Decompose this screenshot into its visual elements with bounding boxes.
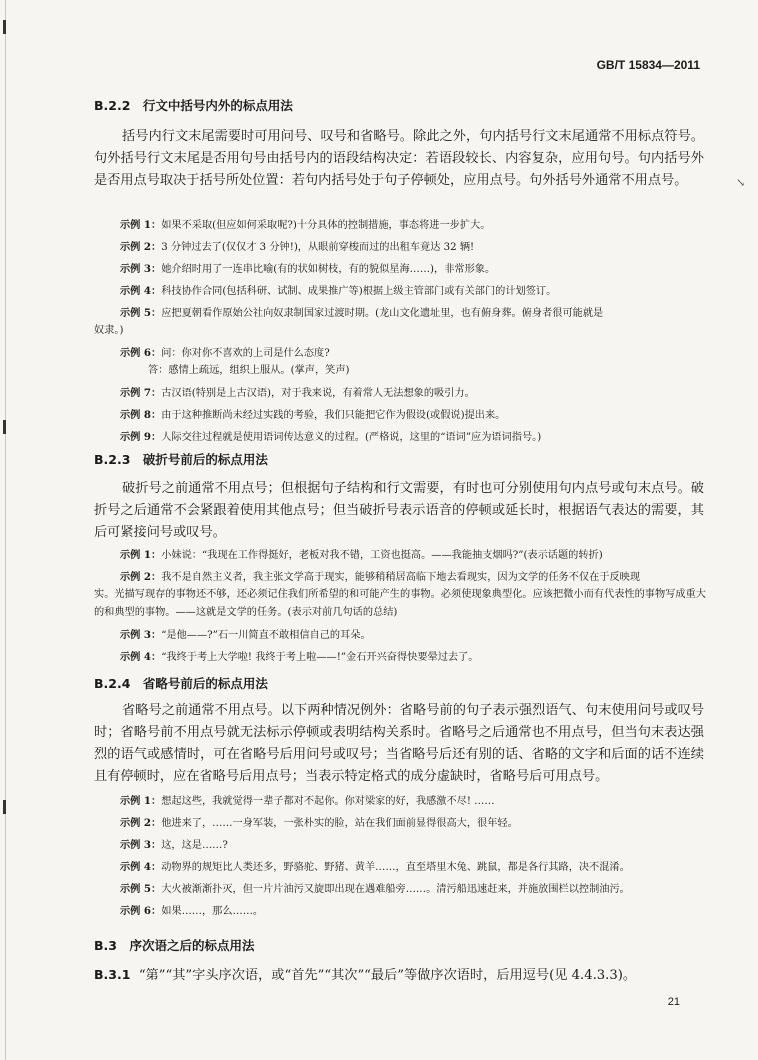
example-continuation: 实。光描写现存的事物还不够，还必须记住我们所希望的和可能产生的事物。必须使现象典型化。应该把微小而有代表性的事物写成重大的和典型的事物。——这就是文学的任务。(表示对前几句话的总结) [94,589,706,618]
example-text: “我终于考上大学啦! 我终于考上啦——!”金石开兴奋得快要晕过去了。 [161,652,479,663]
example-item [120,304,706,323]
scan-margin-mark [3,420,6,434]
example-item [120,626,706,645]
section-heading-b3: B.3 序次语之后的标点用法 [94,938,255,953]
scan-margin-line [5,0,6,1060]
example-text: 如果……，那么……。 [161,906,264,917]
example-text: 他进来了，……一身军装，一张朴实的脸，站在我们面前显得很高大，很年轻。 [161,818,518,829]
section-heading-b23: B.2.3 破折号前后的标点用法 [94,452,268,467]
example-continuation: 奴隶。) [94,325,124,336]
example-label: 示例 4： [120,285,162,297]
example-item [120,792,706,811]
example-label: 示例 6： [120,347,162,359]
example-text: 动物界的规矩比人类还多，野骆驼、野猪、黄羊……，直至塔里木兔、跳鼠，都是各行其路，决不混淆。 [161,862,630,873]
example-label: 示例 6： [120,905,162,917]
example-item [120,546,706,565]
page-number: 21 [667,996,680,1008]
example-text: 古汉语(特别是上古汉语)，对于我来说，有着常人无法想象的吸引力。 [161,388,475,399]
example-text: 应把夏朝看作原始公社向奴隶制国家过渡时期。(龙山文化遗址里，也有俯身葬。俯身者很可能就是 [161,308,604,319]
example-text: 我不是自然主义者，我主张文学高于现实，能够稍稍居高临下地去看现实，因为文学的任务不仅在于反映现 [161,572,641,583]
example-label: 示例 3： [120,263,162,275]
example-label: 示例 1： [120,219,162,231]
example-label: 示例 2： [120,571,162,583]
paragraph-text: 破折号之前通常不用点号；但根据句子结构和行文需要，有时也可分别使用句内点号或句末点号。破折号之后通常不会紧跟着使用其他点号；但当破折号表示语音的停顿或延长时，根据语气表达的需要，其后可紧接问号或叹号。 [94,481,704,540]
paragraph-text: “第”“其”字头序次语，或“首先”“其次”“最后”等做序次语时，后用逗号(见 4.4.3.3)。 [138,968,637,983]
scan-speck: ↘ [736,176,746,189]
example-label: 示例 8： [120,409,162,421]
example-item [120,568,706,587]
example-item [120,858,706,877]
example-text: 她介绍时用了一连串比喻(有的状如树枝，有的貌似星海……)，非常形象。 [161,264,496,275]
example-label: 示例 4： [120,861,162,873]
example-item [120,216,706,235]
example-text: “是他——?”石一川简直不敢相信自己的耳朵。 [161,630,371,641]
example-text: 这，这是……? [161,840,228,851]
example-item [120,902,706,921]
example-text: 由于这种推断尚未经过实践的考验，我们只能把它作为假设(或假说)提出来。 [161,410,506,421]
example-label: 示例 9： [120,431,162,443]
example-item [120,814,706,833]
section-heading-b22: B.2.2 行文中括号内外的标点用法 [94,98,293,113]
paragraph-b23 [94,478,704,544]
example-text: 问：你对你不喜欢的上司是什么态度? [161,348,330,359]
example-text: 如果不采取(但应如何采取呢?)十分具体的控制措施，事态将进一步扩大。 [161,220,491,231]
example-text: 小妹说：“我现在工作得挺好，老板对我不错，工资也挺高。——我能抽支烟吗?”(表示话题的转折) [161,550,603,561]
example-label: 示例 4： [120,651,162,663]
standard-code: GB/T 15834—2011 [596,58,700,72]
example-item [120,238,706,257]
example-text: 科技协作合同(包括科研、试制、成果推广等)根据上级主管部门或有关部门的计划签订。 [161,286,557,297]
scan-margin-mark [3,20,6,34]
example-item [120,648,706,667]
example-item [120,282,706,301]
scan-margin-mark [3,800,6,814]
example-item [120,384,706,403]
section-heading-b31: B.3.1 [94,967,131,982]
example-label: 示例 3： [120,839,162,851]
example-text: 人际交往过程就是使用语词传达意义的过程。(严格说，这里的“语词”应为语词指号。) [161,432,542,443]
paragraph-b31 [94,964,714,987]
example-label: 示例 1： [120,795,162,807]
example-item [120,836,706,855]
example-text: 3 分钟过去了(仅仅才 3 分钟!)，从眼前穿梭而过的出租车竟达 32 辆! [161,242,475,253]
example-reply: 答：感情上疏远，组织上服从。(掌声，笑声) [148,365,350,376]
example-text: 大火被渐渐扑灭，但一片片油污又旋即出现在遇难船旁……。清污船迅速赶来，并施放围栏以控制油污。 [161,884,630,895]
example-label: 示例 2： [120,817,162,829]
example-label: 示例 5： [120,307,162,319]
example-item [120,260,706,279]
paragraph-b22 [94,126,704,192]
example-label: 示例 2： [120,241,162,253]
example-label: 示例 5： [120,883,162,895]
example-item [120,428,706,447]
section-heading-b24: B.2.4 省略号前后的标点用法 [94,676,268,691]
example-label: 示例 1： [120,549,162,561]
paragraph-b24 [94,700,704,788]
example-label: 示例 3： [120,629,162,641]
example-text: 想起这些，我就觉得一辈子都对不起你。你对梁家的好，我感激不尽! …… [161,796,495,807]
paragraph-text: 括号内行文末尾需要时可用问号、叹号和省略号。除此之外，句内括号行文末尾通常不用标点符号。句外括号行文末尾是否用句号由括号内的语段结构决定：若语段较长、内容复杂，应用句号。句内括号外是否用点号取决于括号所处位置：若句内括号处于句子停顿处，应用点号。句外括号外通常不用点号。 [94,129,704,188]
example-label: 示例 7： [120,387,162,399]
paragraph-text: 省略号之前通常不用点号。以下两种情况例外：省略号前的句子表示强烈语气、句末使用问号或叹号时；省略号前不用点号就无法标示停顿或表明结构关系时。省略号之后通常也不用点号，但当句末表达强烈的语气或感情时，可在省略号后用问号或叹号；当省略号后还有别的话、省略的文字和后面的话不连续且有停顿时，应在省略号后用点号；当表示特定格式的成分虚缺时，省略号后可用点号。 [94,703,704,784]
example-item [120,344,706,363]
example-item [120,406,706,425]
example-item [120,880,706,899]
